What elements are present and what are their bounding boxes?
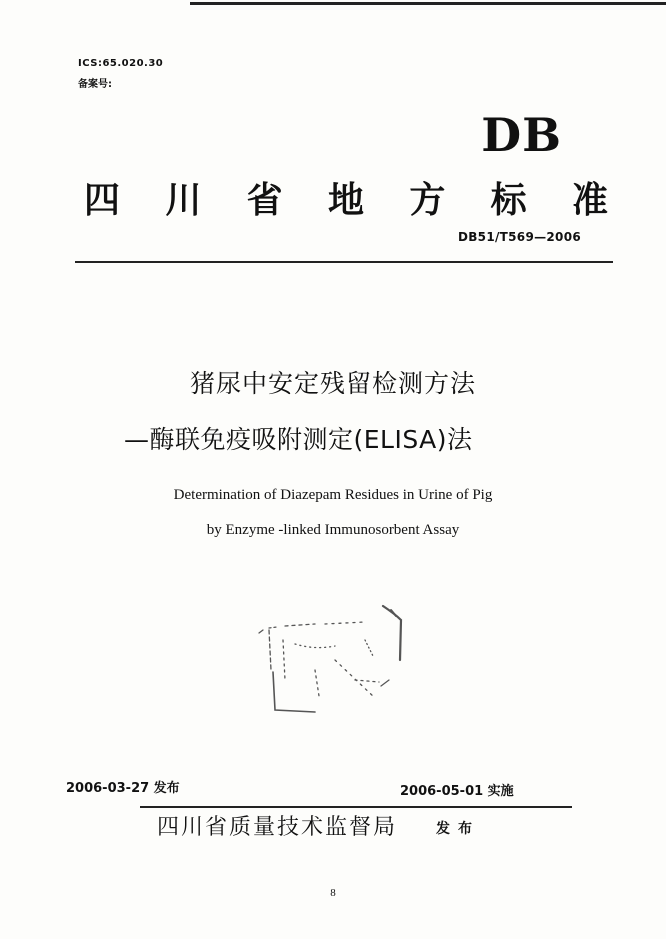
faded-stamp-mark — [255, 600, 415, 720]
standard-code: DB51/T569—2006 — [457, 230, 581, 244]
english-title-line-2: by Enzyme -linked Immunosorbent Assay — [206, 522, 460, 538]
standard-category-title — [84, 172, 608, 223]
footer-divider — [140, 806, 572, 808]
header-divider — [75, 261, 613, 263]
issue-label: 发布 — [436, 821, 480, 837]
issuing-authority: 四川省质量技术监督局 — [157, 815, 398, 840]
title-char: 川 — [165, 180, 202, 221]
title-char: 地 — [327, 180, 364, 221]
english-title-line-1: Determination of Diazepam Residues in Urine of Pig — [173, 487, 493, 503]
title-char: 标 — [490, 180, 527, 221]
ics-code: ICS:65.020.30 — [78, 58, 164, 69]
implementation-date: 2006-05-01 实施 — [400, 784, 514, 799]
top-border-line — [190, 2, 666, 5]
filing-number-label: 备案号: — [78, 79, 112, 90]
title-char: 省 — [246, 180, 283, 221]
title-char: 方 — [409, 180, 446, 221]
page-number: 8 — [330, 887, 336, 899]
db-mark: DB — [481, 108, 562, 162]
chinese-title-line-1: 猪尿中安定残留检测方法 — [189, 369, 476, 398]
issue-date: 2006-03-27 发布 — [66, 781, 180, 796]
title-char: 准 — [571, 180, 608, 221]
title-char: 四 — [84, 180, 121, 221]
chinese-title-line-2: —酶联免疫吸附测定(ELISA)法 — [124, 425, 473, 454]
